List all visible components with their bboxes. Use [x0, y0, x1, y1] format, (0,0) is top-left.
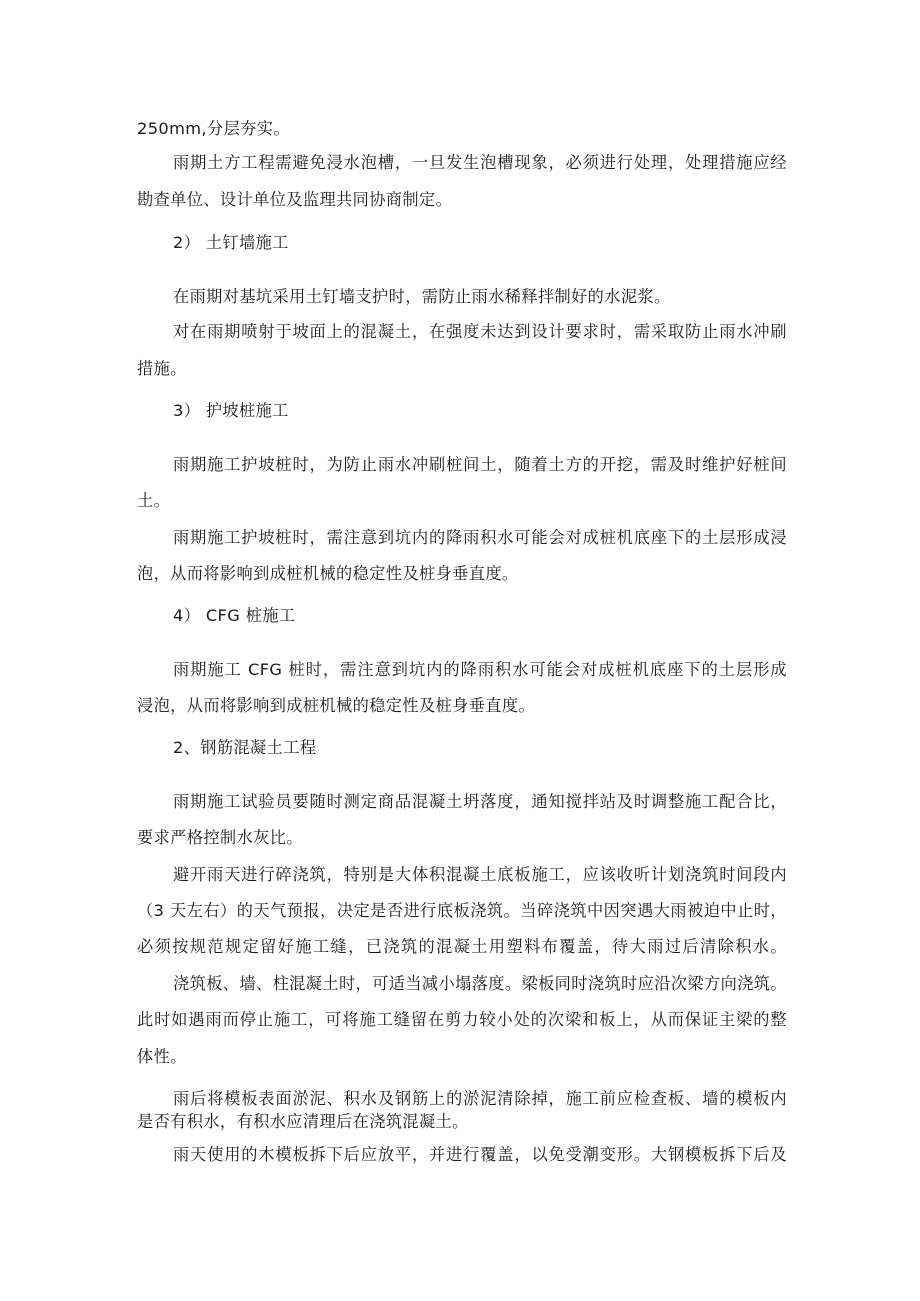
text-line: 措施。: [137, 359, 187, 378]
text-line: 必须按规范规定留好施工缝，已浇筑的混凝土用塑料布覆盖，待大雨过后清除积水。: [137, 937, 787, 956]
text-line: 雨后将模板表面淤泥、积水及钢筋上的淤泥清除掉，施工前应检查板、墙的模板内: [173, 1089, 787, 1108]
text-line: 雨期施工试验员要随时测定商品混凝土坍落度，通知搅拌站及时调整施工配合比，: [173, 792, 787, 811]
text-line: 雨期施工 CFG 桩时，需注意到坑内的降雨积水可能会对成桩机底座下的土层形成: [173, 660, 787, 679]
text-line: （3 天左右）的天气预报，决定是否进行底板浇筑。当碎浇筑中因突遇大雨被迫中止时，: [137, 901, 787, 920]
section-heading: 4） CFG 桩施工: [173, 606, 296, 625]
text-line: 250mm,分层夯实。: [137, 119, 290, 138]
section-heading: 2） 土钉墙施工: [173, 233, 289, 252]
text-line: 浸泡，从而将影响到成桩机械的稳定性及桩身垂直度。: [137, 696, 536, 715]
text-line: 是否有积水，有积水应清理后在浇筑混凝土。: [137, 1112, 469, 1131]
text-line: 此时如遇雨而停止施工，可将施工缝留在剪力较小处的次梁和板上，从而保证主梁的整: [137, 1010, 787, 1029]
text-line: 对在雨期喷射于坡面上的混凝土，在强度未达到设计要求时，需采取防止雨水冲刷: [173, 322, 787, 341]
text-line: 勘查单位、设计单位及监理共同协商制定。: [137, 190, 453, 209]
section-heading: 3） 护坡桩施工: [173, 401, 289, 420]
text-line: 体性。: [137, 1047, 187, 1066]
text-line: 避开雨天进行碎浇筑，特别是大体积混凝土底板施工，应该收听计划浇筑时间段内: [173, 865, 787, 884]
text-line: 雨期施工护坡桩时，需注意到坑内的降雨积水可能会对成桩机底座下的土层形成浸: [173, 528, 787, 547]
section-heading: 2、钢筋混凝土工程: [173, 738, 317, 757]
text-line: 土。: [137, 491, 171, 510]
text-line: 泡，从而将影响到成桩机械的稳定性及桩身垂直度。: [137, 564, 519, 583]
text-line: 雨期土方工程需避免浸水泡槽，一旦发生泡槽现象，必须进行处理，处理措施应经: [173, 153, 787, 172]
text-line: 浇筑板、墙、柱混凝土时，可适当减小塌落度。梁板同时浇筑时应沿次梁方向浇筑。: [173, 974, 787, 993]
text-line: 在雨期对基坑采用土钉墙支护时，需防止雨水稀释拌制好的水泥浆。: [173, 287, 671, 306]
text-line: 雨天使用的木模板拆下后应放平，并进行覆盖，以免受潮变形。大钢模板拆下后及: [173, 1145, 787, 1164]
text-line: 雨期施工护坡桩时，为防止雨水冲刷桩间土，随着土方的开挖，需及时维护好桩间: [173, 455, 787, 474]
text-line: 要求严格控制水灰比。: [137, 828, 303, 847]
